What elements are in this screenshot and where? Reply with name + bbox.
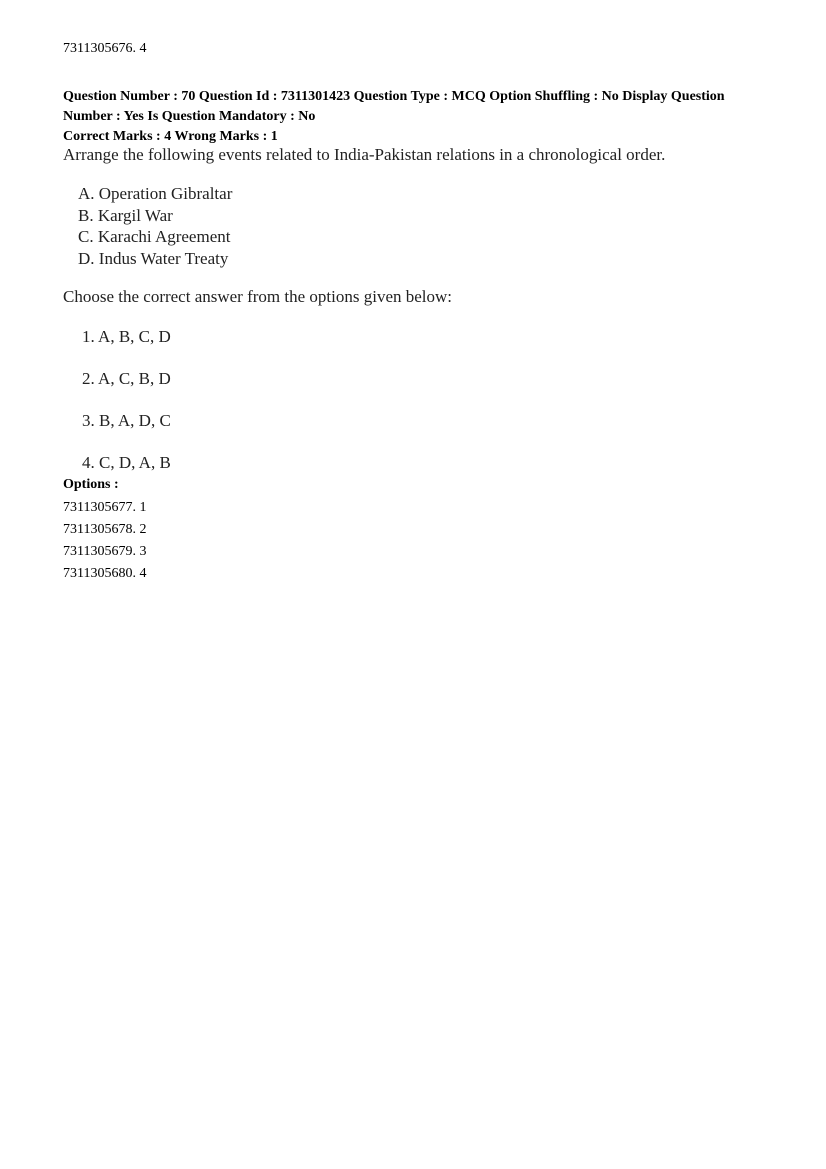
option-id-1: 7311305677. 1 (63, 500, 147, 515)
event-item-c: C. Karachi Agreement (78, 227, 231, 246)
event-list (78, 183, 232, 269)
answer-choice-4: 4. C, D, A, B (82, 453, 171, 472)
event-item-b: B. Kargil War (78, 205, 173, 225)
event-item-d: D. Indus Water Treaty (78, 248, 229, 268)
previous-option-line: 7311305676. 4 (63, 41, 147, 56)
option-id-3: 7311305679. 3 (63, 544, 147, 559)
option-id-2: 7311305678. 2 (63, 522, 147, 537)
answer-choice-2: 2. A, C, B, D (82, 369, 171, 388)
answer-choice-3: 3. B, A, D, C (82, 411, 171, 430)
meta-line-2: Number : Yes Is Question Mandatory : No (63, 109, 316, 124)
question-stem: Arrange the following events related to India-Pakistan relations in a chronological order. (63, 145, 666, 164)
meta-line-1: Question Number : 70 Question Id : 7311301423 Question Type : MCQ Option Shuffling : No Display Question (63, 89, 725, 104)
answer-choices (82, 327, 171, 495)
question-meta (63, 87, 773, 147)
choose-instruction: Choose the correct answer from the options given below: (63, 287, 453, 306)
options-label: Options : (63, 477, 119, 492)
option-id-list (63, 497, 146, 585)
meta-line-3: Correct Marks : 4 Wrong Marks : 1 (63, 129, 278, 144)
event-item-a: A. Operation Gibraltar (78, 184, 233, 203)
answer-choice-1: 1. A, B, C, D (82, 327, 171, 346)
option-id-4: 7311305680. 4 (63, 566, 147, 581)
